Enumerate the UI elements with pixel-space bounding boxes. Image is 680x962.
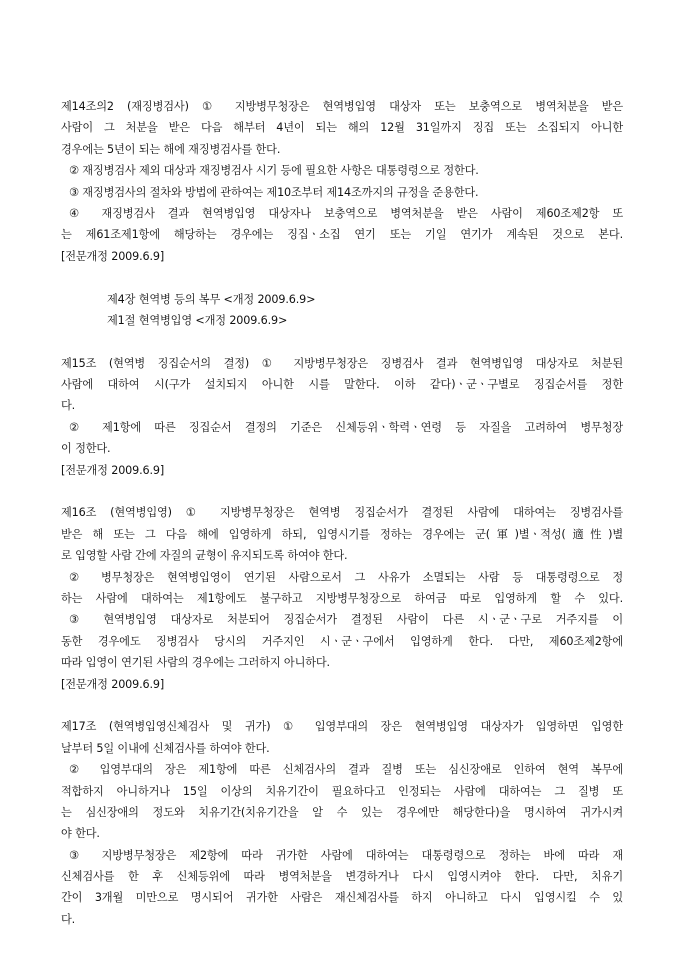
article-text-line: 사람이 그 처분을 받은 다음 해부터 4년이 되는 해의 12월 31일까지 징집 또는 소집되지 아니한 <box>61 121 623 135</box>
article-text-line: ④ 재징병검사 결과 현역병입영 대상자나 보충역으로 병역처분을 받은 사람이 제60조제2항 또 <box>69 206 623 220</box>
article-text-line: 는 심신장애의 정도와 치유기간(치유기간을 알 수 있는 경우에만 해당한다)을 명시하여 귀가시켜 <box>61 805 623 819</box>
article-text-line: ② 제1항에 따른 징집순서 결정의 기준은 신체등위ㆍ학력ㆍ연령 등 자질을 고려하여 병무청장 <box>69 420 623 434</box>
article-text-line: 하는 사람에 대하여는 제1항에도 불구하고 지방병무청장으로 하여금 따로 입영하게 할 수 있다. <box>61 591 623 605</box>
article-text-line: 간이 3개월 미만으로 명시되어 귀가한 사람은 재신체검사를 하지 아니하고 다시 입영시킬 수 있 <box>61 891 623 905</box>
article-15 <box>61 353 623 481</box>
article-text-line: ③ 지방병무청장은 제2항에 따라 귀가한 사람에 대하여는 대통령령으로 정하는 바에 따라 재 <box>69 848 623 862</box>
article-text-line: ③ 재징병검사의 절차와 방법에 관하여는 제10조부터 제14조까지의 규정을 준용한다. <box>69 185 479 199</box>
article-16 <box>61 502 623 695</box>
article-text-line: 야 한다. <box>61 827 100 841</box>
spacer <box>61 267 623 288</box>
article-text-line: 신체검사를 한 후 신체등위에 따라 병역처분을 변경하거나 다시 입영시켜야 한다. 다만, 치유기 <box>61 870 623 884</box>
article-text-line: ② 재징병검사 제외 대상과 재징병검사 시기 등에 필요한 사항은 대통령령으로 정한다. <box>69 164 479 178</box>
revision-note: [전문개정 2009.6.9] <box>61 463 165 477</box>
article-text-line: 받은 해 또는 그 다음 해에 입영하게 하되, 입영시기를 정하는 경우에는 군(軍)별ㆍ적성(適性)별 <box>61 527 623 541</box>
article-text-line: 로 입영할 사람 간에 자질의 균형이 유지되도록 하여야 한다. <box>61 549 348 563</box>
article-text-line: 이 정한다. <box>61 442 111 456</box>
article-text-line: 제16조 (현역병입영) ① 지방병무청장은 현역병 징집순서가 결정된 사람에 대하여는 징병검사를 <box>61 506 623 520</box>
revision-note: [전문개정 2009.6.9] <box>61 677 165 691</box>
chapter-heading <box>61 289 623 332</box>
article-text-line: 제14조의2 (재징병검사) ① 지방병무청장은 현역병입영 대상자 또는 보충역으로 병역처분을 받은 <box>61 100 623 113</box>
article-text-line: ③ 현역병입영 대상자로 처분되어 징집순서가 결정된 사람이 다른 시ㆍ군ㆍ구로 거주지를 이 <box>69 613 623 627</box>
article-text-line: 경우에는 5년이 되는 해에 재징병검사를 한다. <box>61 142 281 156</box>
article-text-line: 다. <box>61 912 76 926</box>
article-text-line: ② 입영부대의 장은 제1항에 따른 신체검사의 결과 질병 또는 심신장애로 인하여 현역 복무에 <box>69 763 623 777</box>
article-text-line: 제15조 (현역병 징집순서의 결정) ① 지방병무청장은 징병검사 결과 현역병입영 대상자로 처분된 <box>61 356 623 370</box>
article-17 <box>61 716 623 930</box>
article-text-line: 날부터 5일 이내에 신체검사를 하여야 한다. <box>61 741 270 755</box>
spacer <box>61 331 623 352</box>
section-title: 제1절 현역병입영 <개정 2009.6.9> <box>107 313 288 327</box>
spacer <box>61 695 623 716</box>
article-text-line: ② 병무청장은 현역병입영이 연기된 사람으로서 그 사유가 소멸되는 사람 등 대통령령으로 정 <box>69 570 623 584</box>
document-page <box>61 96 623 930</box>
spacer <box>61 481 623 502</box>
article-text-line: 는 제61조제1항에 해당하는 경우에는 징집ㆍ소집 연기 또는 기일 연기가 계속된 것으로 본다. <box>61 228 623 242</box>
article-text-line: 사람에 대하여 시(구가 설치되지 아니한 시를 말한다. 이하 같다)ㆍ군ㆍ구별로 징집순서를 정한 <box>61 378 623 392</box>
revision-note: [전문개정 2009.6.9] <box>61 249 165 263</box>
article-text-line: 동한 경우에도 징병검사 당시의 거주지인 시ㆍ군ㆍ구에서 입영하게 한다. 다만, 제60조제2항에 <box>61 634 623 648</box>
article-text-line: 따라 입영이 연기된 사람의 경우에는 그러하지 아니하다. <box>61 656 330 670</box>
article-text-line: 제17조 (현역병입영신체검사 및 귀가) ① 입영부대의 장은 현역병입영 대상자가 입영하면 입영한 <box>61 720 623 734</box>
chapter-title: 제4장 현역병 등의 복무 <개정 2009.6.9> <box>107 292 316 306</box>
article-text-line: 다. <box>61 399 76 413</box>
article-text-line: 적합하지 아니하거나 15일 이상의 치유기간이 필요하다고 인정되는 사람에 대하여는 그 질병 또 <box>61 784 623 798</box>
article-14-2 <box>61 96 623 267</box>
